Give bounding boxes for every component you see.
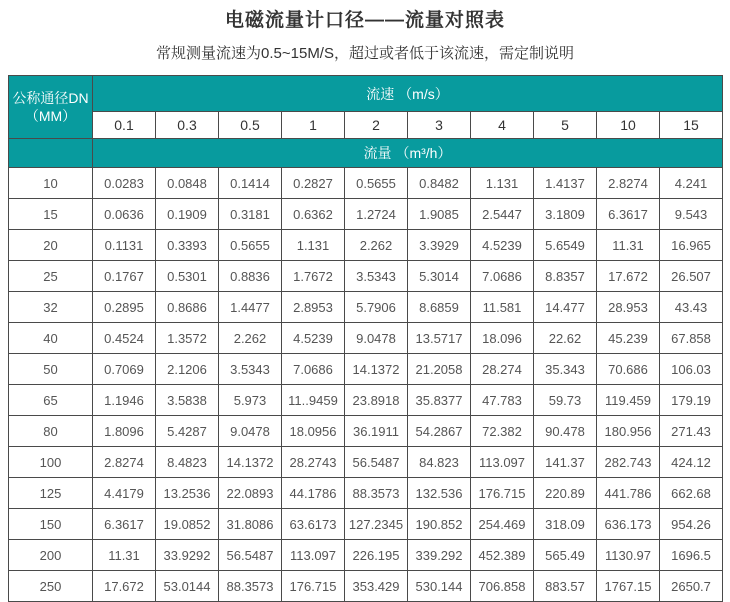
flow-value-cell: 1.8096	[93, 416, 156, 447]
flow-value-cell: 5.4287	[156, 416, 219, 447]
flow-value-cell: 47.783	[471, 385, 534, 416]
table-row	[9, 571, 723, 602]
flow-value-cell: 132.536	[408, 478, 471, 509]
flow-value-cell: 5.6549	[534, 230, 597, 261]
flow-value-cell: 0.1131	[93, 230, 156, 261]
flow-value-cell: 1696.5	[660, 540, 723, 571]
flow-value-cell: 7.0686	[471, 261, 534, 292]
flow-value-cell: 2.8953	[282, 292, 345, 323]
flow-value-cell: 0.3393	[156, 230, 219, 261]
flow-value-cell: 3.5343	[345, 261, 408, 292]
flow-value-cell: 176.715	[282, 571, 345, 602]
flow-value-cell: 2.5447	[471, 199, 534, 230]
flow-value-cell: 9.0478	[219, 416, 282, 447]
flow-value-cell: 3.3929	[408, 230, 471, 261]
flow-value-cell: 14.1372	[345, 354, 408, 385]
flow-value-cell: 4.5239	[471, 230, 534, 261]
velocity-value-cell: 0.5	[219, 112, 282, 139]
corner-header	[9, 76, 93, 139]
flow-value-cell: 18.096	[471, 323, 534, 354]
flow-value-cell: 226.195	[345, 540, 408, 571]
flow-value-cell: 339.292	[408, 540, 471, 571]
flow-value-cell: 35.343	[534, 354, 597, 385]
flow-value-cell: 0.1414	[219, 168, 282, 199]
flow-value-cell: 271.43	[660, 416, 723, 447]
flow-value-cell: 0.5655	[345, 168, 408, 199]
dn-cell: 250	[9, 571, 93, 602]
corner-blank-cell	[9, 139, 93, 168]
flow-value-cell: 44.1786	[282, 478, 345, 509]
flow-value-cell: 1.2724	[345, 199, 408, 230]
velocity-value-cell: 1	[282, 112, 345, 139]
flow-value-cell: 17.672	[597, 261, 660, 292]
flow-value-cell: 282.743	[597, 447, 660, 478]
table-row	[9, 168, 723, 199]
flow-value-cell: 33.9292	[156, 540, 219, 571]
flow-value-cell: 0.0848	[156, 168, 219, 199]
flow-value-cell: 8.8357	[534, 261, 597, 292]
flow-value-cell: 18.0956	[282, 416, 345, 447]
flow-value-cell: 1.3572	[156, 323, 219, 354]
corner-header-line1: 公称通径DN	[12, 90, 89, 106]
flow-value-cell: 19.0852	[156, 509, 219, 540]
flow-value-cell: 706.858	[471, 571, 534, 602]
velocity-label-row	[9, 76, 723, 112]
dn-cell: 40	[9, 323, 93, 354]
flow-value-cell: 88.3573	[345, 478, 408, 509]
flow-value-cell: 0.1909	[156, 199, 219, 230]
flow-value-cell: 22.0893	[219, 478, 282, 509]
flow-value-cell: 35.8377	[408, 385, 471, 416]
velocity-value-cell: 3	[408, 112, 471, 139]
flow-value-cell: 28.2743	[282, 447, 345, 478]
flow-value-cell: 1.4137	[534, 168, 597, 199]
flow-value-cell: 16.965	[660, 230, 723, 261]
dn-cell: 15	[9, 199, 93, 230]
flow-value-cell: 1.1946	[93, 385, 156, 416]
flow-value-cell: 84.823	[408, 447, 471, 478]
table-row	[9, 292, 723, 323]
dn-cell: 150	[9, 509, 93, 540]
page-title: 电磁流量计口径——流量对照表	[224, 10, 505, 31]
flow-value-cell: 1.7672	[282, 261, 345, 292]
flow-value-cell: 11..9459	[282, 385, 345, 416]
flow-value-cell: 6.3617	[597, 199, 660, 230]
velocity-value-cell: 10	[597, 112, 660, 139]
flow-value-cell: 220.89	[534, 478, 597, 509]
flow-value-cell: 4.5239	[282, 323, 345, 354]
flow-value-cell: 113.097	[471, 447, 534, 478]
flow-value-cell: 254.469	[471, 509, 534, 540]
table-row	[9, 416, 723, 447]
flow-value-cell: 0.3181	[219, 199, 282, 230]
flow-value-cell: 9.0478	[345, 323, 408, 354]
flow-value-cell: 636.173	[597, 509, 660, 540]
velocity-values-row	[9, 112, 723, 139]
table-row	[9, 261, 723, 292]
flow-value-cell: 21.2058	[408, 354, 471, 385]
flow-value-cell: 106.03	[660, 354, 723, 385]
flow-value-cell: 883.57	[534, 571, 597, 602]
flow-value-cell: 565.49	[534, 540, 597, 571]
flow-value-cell: 0.1767	[93, 261, 156, 292]
flow-value-cell: 0.6362	[282, 199, 345, 230]
flow-value-cell: 2.8274	[93, 447, 156, 478]
flow-value-cell: 53.0144	[156, 571, 219, 602]
flow-value-cell: 353.429	[345, 571, 408, 602]
flow-value-cell: 22.62	[534, 323, 597, 354]
flow-value-cell: 28.953	[597, 292, 660, 323]
velocity-value-cell: 2	[345, 112, 408, 139]
flow-value-cell: 0.5655	[219, 230, 282, 261]
flow-value-cell: 0.4524	[93, 323, 156, 354]
dn-cell: 25	[9, 261, 93, 292]
flow-value-cell: 2.262	[345, 230, 408, 261]
flow-value-cell: 0.2895	[93, 292, 156, 323]
flow-value-cell: 3.1809	[534, 199, 597, 230]
flow-value-cell: 88.3573	[219, 571, 282, 602]
flow-value-cell: 1.9085	[408, 199, 471, 230]
flow-value-cell: 23.8918	[345, 385, 408, 416]
table-row	[9, 199, 723, 230]
flow-header: 流量 （m³/h）	[93, 139, 723, 168]
table-row	[9, 385, 723, 416]
flow-value-cell: 17.672	[93, 571, 156, 602]
flow-value-cell: 14.477	[534, 292, 597, 323]
flow-value-cell: 63.6173	[282, 509, 345, 540]
flow-value-cell: 4.4179	[93, 478, 156, 509]
flow-value-cell: 5.3014	[408, 261, 471, 292]
flow-value-cell: 424.12	[660, 447, 723, 478]
flow-value-cell: 7.0686	[282, 354, 345, 385]
table-row	[9, 540, 723, 571]
flow-value-cell: 11.31	[93, 540, 156, 571]
flow-value-cell: 441.786	[597, 478, 660, 509]
flow-value-cell: 0.8836	[219, 261, 282, 292]
flow-value-cell: 8.4823	[156, 447, 219, 478]
flow-value-cell: 530.144	[408, 571, 471, 602]
flow-value-cell: 127.2345	[345, 509, 408, 540]
dn-cell: 32	[9, 292, 93, 323]
flow-value-cell: 6.3617	[93, 509, 156, 540]
velocity-value-cell: 0.3	[156, 112, 219, 139]
flow-value-cell: 67.858	[660, 323, 723, 354]
flow-value-cell: 0.0283	[93, 168, 156, 199]
flow-value-cell: 31.8086	[219, 509, 282, 540]
flow-value-cell: 318.09	[534, 509, 597, 540]
flow-value-cell: 11.581	[471, 292, 534, 323]
flow-value-cell: 45.239	[597, 323, 660, 354]
table-row	[9, 230, 723, 261]
flow-value-cell: 72.382	[471, 416, 534, 447]
flow-value-cell: 180.956	[597, 416, 660, 447]
flow-label-row	[9, 139, 723, 168]
dn-cell: 80	[9, 416, 93, 447]
dn-cell: 200	[9, 540, 93, 571]
table-row	[9, 478, 723, 509]
velocity-value-cell: 4	[471, 112, 534, 139]
flow-value-cell: 452.389	[471, 540, 534, 571]
flow-value-cell: 179.19	[660, 385, 723, 416]
velocity-value-cell: 5	[534, 112, 597, 139]
flow-value-cell: 5.973	[219, 385, 282, 416]
flow-value-cell: 11.31	[597, 230, 660, 261]
flow-table-body	[9, 168, 723, 602]
page-subtitle: 常规测量流速为0.5~15M/S，超过或者低于该流速，需定制说明	[156, 45, 574, 62]
flow-value-cell: 3.5838	[156, 385, 219, 416]
flow-value-cell: 90.478	[534, 416, 597, 447]
flow-value-cell: 3.5343	[219, 354, 282, 385]
flow-value-cell: 59.73	[534, 385, 597, 416]
flow-value-cell: 56.5487	[219, 540, 282, 571]
flow-value-cell: 13.5717	[408, 323, 471, 354]
dn-cell: 10	[9, 168, 93, 199]
dn-cell: 65	[9, 385, 93, 416]
dn-cell: 50	[9, 354, 93, 385]
flow-value-cell: 119.459	[597, 385, 660, 416]
flow-value-cell: 662.68	[660, 478, 723, 509]
flow-value-cell: 0.0636	[93, 199, 156, 230]
flow-value-cell: 176.715	[471, 478, 534, 509]
flow-value-cell: 26.507	[660, 261, 723, 292]
flow-value-cell: 0.8482	[408, 168, 471, 199]
flow-value-cell: 8.6859	[408, 292, 471, 323]
flow-value-cell: 0.8686	[156, 292, 219, 323]
flow-value-cell: 2.8274	[597, 168, 660, 199]
flow-value-cell: 0.5301	[156, 261, 219, 292]
flow-value-cell: 2.262	[219, 323, 282, 354]
flow-value-cell: 1130.97	[597, 540, 660, 571]
table-row	[9, 509, 723, 540]
flow-value-cell: 36.1911	[345, 416, 408, 447]
flow-value-cell: 113.097	[282, 540, 345, 571]
velocity-value-cell: 0.1	[93, 112, 156, 139]
flow-value-cell: 190.852	[408, 509, 471, 540]
flow-value-cell: 0.2827	[282, 168, 345, 199]
dn-cell: 100	[9, 447, 93, 478]
corner-header-line2: （MM）	[24, 108, 77, 124]
flow-value-cell: 141.37	[534, 447, 597, 478]
flow-value-cell: 28.274	[471, 354, 534, 385]
flow-value-cell: 56.5487	[345, 447, 408, 478]
table-row	[9, 354, 723, 385]
table-row	[9, 447, 723, 478]
flow-comparison-table	[8, 75, 723, 602]
flow-value-cell: 9.543	[660, 199, 723, 230]
dn-cell: 125	[9, 478, 93, 509]
flow-value-cell: 1.131	[282, 230, 345, 261]
flow-value-cell: 1767.15	[597, 571, 660, 602]
flow-value-cell: 0.7069	[93, 354, 156, 385]
table-row	[9, 323, 723, 354]
flow-value-cell: 13.2536	[156, 478, 219, 509]
flow-value-cell: 70.686	[597, 354, 660, 385]
flow-value-cell: 43.43	[660, 292, 723, 323]
flow-value-cell: 1.131	[471, 168, 534, 199]
velocity-value-cell: 15	[660, 112, 723, 139]
flow-value-cell: 54.2867	[408, 416, 471, 447]
flow-value-cell: 14.1372	[219, 447, 282, 478]
flow-value-cell: 2650.7	[660, 571, 723, 602]
flow-value-cell: 2.1206	[156, 354, 219, 385]
flow-value-cell: 1.4477	[219, 292, 282, 323]
dn-cell: 20	[9, 230, 93, 261]
flow-value-cell: 5.7906	[345, 292, 408, 323]
flow-value-cell: 4.241	[660, 168, 723, 199]
flow-value-cell: 954.26	[660, 509, 723, 540]
velocity-header: 流速 （m/s）	[93, 76, 723, 112]
